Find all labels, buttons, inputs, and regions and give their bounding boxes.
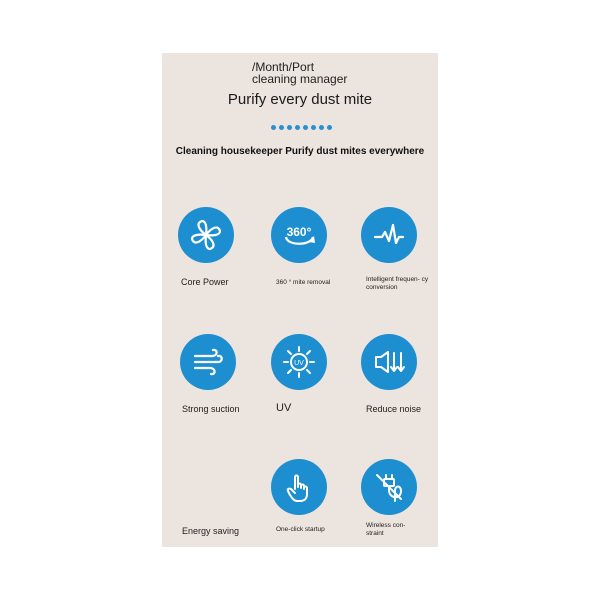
header-line-1: /Month/Port [252, 60, 315, 74]
hand-press-icon [271, 459, 327, 515]
uv-sun-icon [271, 334, 327, 390]
divider-dot [279, 125, 284, 130]
headline: Purify every dust mite [227, 91, 373, 108]
feature-label-reduce-noise: Reduce noise [366, 404, 422, 414]
fan-icon [178, 207, 234, 263]
feature-label-strong-suction: Strong suction [182, 404, 240, 414]
divider-dot [303, 125, 308, 130]
header-line-2: cleaning manager [252, 72, 348, 86]
feature-label-one-click: One-click startup [276, 526, 325, 533]
no-cord-icon [361, 459, 417, 515]
feature-label-uv: UV [276, 402, 292, 414]
divider-dot [311, 125, 316, 130]
divider-dot [287, 125, 292, 130]
divider-dot [295, 125, 300, 130]
feature-label-energy-saving: Energy saving [182, 526, 240, 536]
speaker-down-icon [361, 334, 417, 390]
feature-label-360: 360 ° mite removal [276, 279, 331, 286]
feature-label-frequency: Intelligent frequen- cy conversion [366, 276, 429, 291]
svg-text:UV: UV [294, 360, 304, 367]
divider-dot [319, 125, 324, 130]
feature-label-core-power: Core Power [181, 277, 229, 287]
waveform-icon [361, 207, 417, 263]
feature-label-wireless: Wireless con- straint [366, 522, 406, 537]
dot-divider [271, 125, 332, 130]
wind-icon [180, 334, 236, 390]
divider-dot [271, 125, 276, 130]
subheadline: Cleaning housekeeper Purify dust mites everywhere [175, 146, 425, 157]
divider-dot [327, 125, 332, 130]
rotate-360-icon [271, 207, 327, 263]
svg-text:360°: 360° [286, 225, 312, 239]
